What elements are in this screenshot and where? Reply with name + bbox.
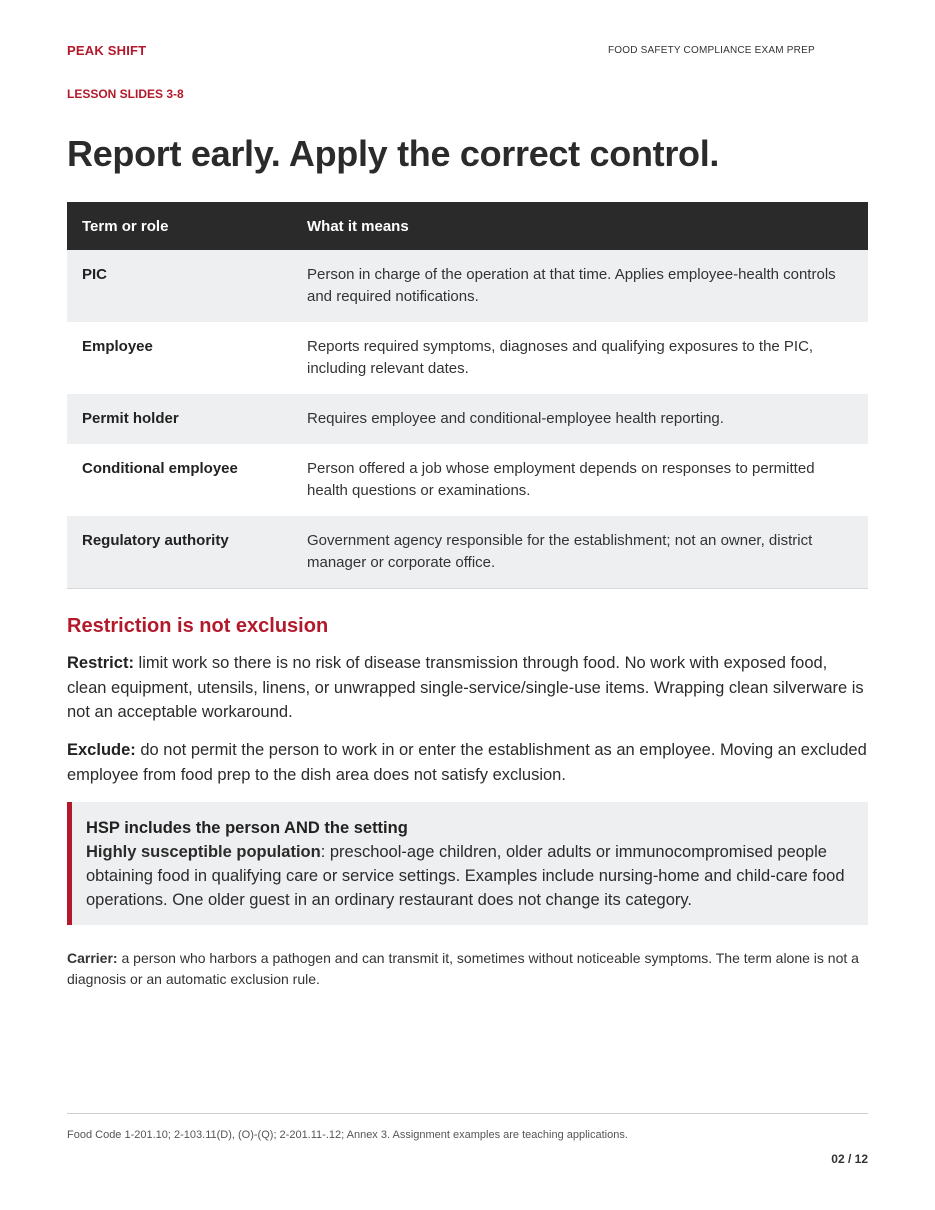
footer-source: Food Code 1-201.10; 2-103.11(D), (O)-(Q); 2-201.11-.12; Annex 3. Assignment examples are teaching applications. xyxy=(67,1129,628,1141)
restrict-paragraph xyxy=(67,651,868,725)
table-row xyxy=(67,516,868,589)
table-header-row xyxy=(67,202,868,250)
table-row xyxy=(67,322,868,394)
callout-body xyxy=(86,840,854,912)
term-cell: Employee xyxy=(67,322,292,394)
exclude-paragraph xyxy=(67,738,868,787)
section-title: Restriction is not exclusion xyxy=(67,615,329,637)
footer-divider xyxy=(67,1113,868,1114)
definition-cell: Requires employee and conditional-employee health reporting. xyxy=(292,394,868,444)
definition-cell: Person in charge of the operation at that time. Applies employee-health controls and required notifications. xyxy=(292,250,868,322)
term-cell: Permit holder xyxy=(67,394,292,444)
carrier-text: a person who harbors a pathogen and can transmit it, sometimes without noticeable symptoms. The term alone is not a diagnosis or an automatic exclusion rule. xyxy=(67,950,859,987)
definition-cell: Reports required symptoms, diagnoses and qualifying exposures to the PIC, including relevant dates. xyxy=(292,322,868,394)
carrier-label: Carrier: xyxy=(67,950,118,966)
term-cell: PIC xyxy=(67,250,292,322)
page-title: Report early. Apply the correct control. xyxy=(67,133,720,174)
table-row xyxy=(67,444,868,516)
definition-cell: Government agency responsible for the establishment; not an owner, district manager or corporate office. xyxy=(292,516,868,589)
course-title: FOOD SAFETY COMPLIANCE EXAM PREP xyxy=(608,45,815,56)
exclude-label: Exclude: xyxy=(67,741,136,759)
term-cell: Conditional employee xyxy=(67,444,292,516)
table-row xyxy=(67,394,868,444)
callout-term: Highly susceptible population xyxy=(86,843,321,861)
callout-text: : preschool-age children, older adults or immunocompromised people obtaining food in qualifying care or service settings. Examples include nursing-home and child-care food operations. One older guest in an ordinary restaurant does not change its category. xyxy=(86,843,845,909)
column-header-term: Term or role xyxy=(67,202,292,250)
restrict-label: Restrict: xyxy=(67,654,134,672)
brand-name: PEAK SHIFT xyxy=(67,43,147,58)
restrict-text: limit work so there is no risk of disease transmission through food. No work with exposed food, clean equipment, utensils, linens, or unwrapped single-service/single-use items. Wrapping clean silverware is not an acceptable workaround. xyxy=(67,654,864,721)
hsp-callout xyxy=(67,802,868,925)
carrier-note xyxy=(67,948,868,990)
definition-cell: Person offered a job whose employment depends on responses to permitted health questions or examinations. xyxy=(292,444,868,516)
exclude-text: do not permit the person to work in or enter the establishment as an employee. Moving an excluded employee from food prep to the dish area does not satisfy exclusion. xyxy=(67,741,867,784)
callout-title: HSP includes the person AND the setting xyxy=(86,819,408,837)
lesson-label: LESSON SLIDES 3-8 xyxy=(67,87,184,101)
column-header-meaning: What it means xyxy=(292,202,868,250)
page-number: 02 / 12 xyxy=(831,1152,868,1166)
terms-table xyxy=(67,202,868,589)
term-cell: Regulatory authority xyxy=(67,516,292,589)
table-row xyxy=(67,250,868,322)
